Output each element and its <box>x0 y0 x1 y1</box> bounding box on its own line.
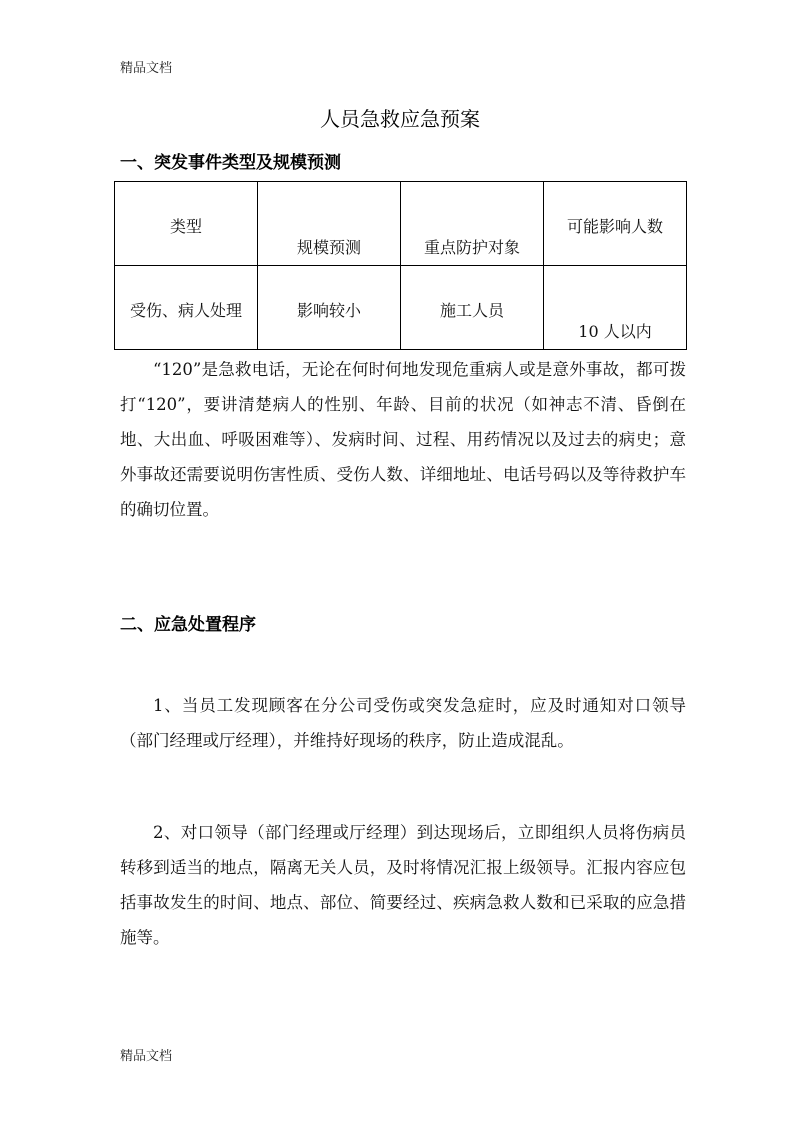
procedure-step-1: 1、当员工发现顾客在分公司受伤或突发急症时，应及时通知对口领导（部门经理或厅经理），并维持好现场的秩序，防止造成混乱。 <box>120 696 686 750</box>
table-header-cell: 重点防护对象 <box>401 182 544 266</box>
section-heading-event-types: 一、突发事件类型及规模预测 <box>120 153 341 173</box>
table-cell: 受伤、病人处理 <box>115 266 258 350</box>
procedure-step-2: 2、对口领导（部门经理或厅经理）到达现场后，立即组织人员将伤病员转移到适当的地点，隔离无关人员，及时将情况汇报上级领导。汇报内容应包括事故发生的时间、地点、部位、简要经过、疾病急救人数和已采取的应急措施等。 <box>120 823 686 947</box>
table-cell: 10 人以内 <box>544 266 687 350</box>
table-header-cell: 类型 <box>115 182 258 266</box>
table-cell: 影响较小 <box>258 266 401 350</box>
table-cell: 施工人员 <box>401 266 544 350</box>
table-header-cell: 规模预测 <box>258 182 401 266</box>
emergency-call-paragraph: “120”是急救电话，无论在何时何地发现危重病人或是意外事故，都可拨打“120”，要讲清楚病人的性别、年龄、目前的状况（如神志不清、昏倒在地、大出血、呼吸困难等）、发病时间、过程、用药情况以及过去的病史；意外事故还需要说明伤害性质、受伤人数、详细地址、电话号码以及等待救护车的确切位置。 <box>120 360 686 519</box>
table-header-row <box>115 182 687 266</box>
page-footer: 精品文档 <box>120 1049 173 1064</box>
section-heading-procedure: 二、应急处置程序 <box>120 615 256 635</box>
event-type-table <box>114 181 687 350</box>
document-title: 人员急救应急预案 <box>320 107 480 131</box>
table-header-cell: 可能影响人数 <box>544 182 687 266</box>
table-row <box>115 266 687 350</box>
page-header: 精品文档 <box>120 61 173 76</box>
